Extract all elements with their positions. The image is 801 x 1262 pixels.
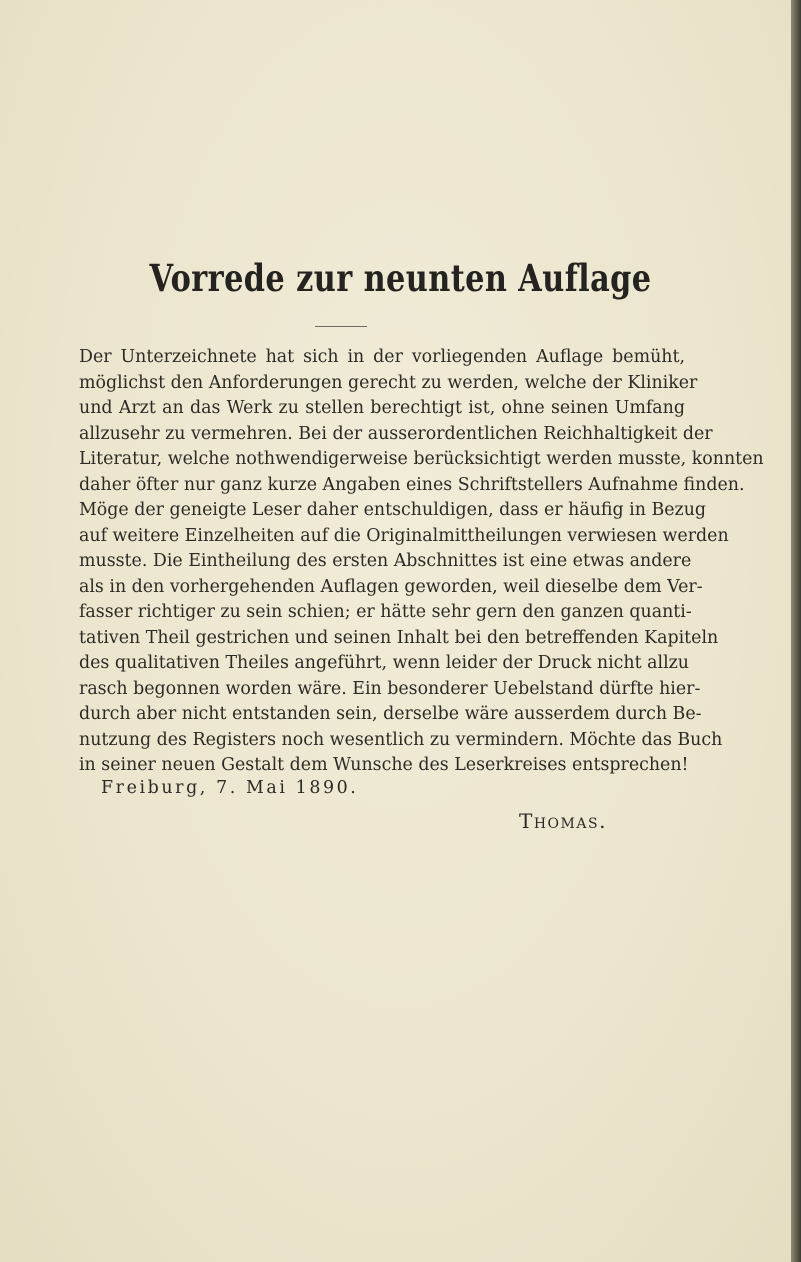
place-date-line: Freiburg, 7. Mai 1890. bbox=[101, 778, 359, 798]
text-line: auf weitere Einzelheiten auf die Originalmittheilungen verwiesen werden bbox=[79, 525, 729, 546]
text-line: tativen Theil gestrichen und seinen Inhalt bei den betreffenden Kapiteln bbox=[79, 627, 719, 648]
title-divider bbox=[315, 326, 367, 327]
text-line: des qualitativen Theiles angeführt, wenn leider der Druck nicht allzu bbox=[79, 653, 689, 673]
text-line: rasch begonnen worden wäre. Ein besonderer Uebelstand dürfte hier- bbox=[79, 678, 701, 699]
text-line: Möge der geneigte Leser daher entschuldigen, dass er häufig in Bezug bbox=[79, 500, 707, 520]
text-line: Literatur, welche nothwendigerweise berücksichtigt werden musste, konnten bbox=[79, 449, 764, 469]
text-line: nutzung des Registers noch wesentlich zu vermindern. Möchte das Buch bbox=[79, 729, 723, 750]
text-line: fasser richtiger zu sein schien; er hätte sehr gern den ganzen quanti- bbox=[79, 602, 692, 622]
text-line: als in den vorhergehenden Auflagen geworden, weil dieselbe dem Ver- bbox=[79, 576, 703, 597]
text-line: Der Unterzeichnete hat sich in der vorliegenden Auflage bemüht, bbox=[79, 347, 685, 367]
page-edge-shadow bbox=[791, 0, 801, 1262]
text-line: musste. Die Eintheilung des ersten Abschnittes ist eine etwas andere bbox=[79, 551, 692, 571]
page-title: Vorrede zur neunten Auflage bbox=[149, 256, 652, 300]
text-line: möglichst den Anforderungen gerecht zu werden, welche der Kliniker bbox=[79, 372, 698, 393]
text-line: daher öfter nur ganz kurze Angaben eines Schriftstellers Aufnahme finden. bbox=[79, 474, 745, 495]
text-line: allzusehr zu vermehren. Bei der ausserordentlichen Reichhaltigkeit der bbox=[79, 423, 713, 444]
text-line: in seiner neuen Gestalt dem Wunsche des Leserkreises entsprechen! bbox=[79, 755, 689, 775]
preface-paragraph bbox=[79, 345, 764, 779]
author-signature: Thomas. bbox=[519, 809, 607, 833]
text-line: und Arzt an das Werk zu stellen berechtigt ist, ohne seinen Umfang bbox=[79, 398, 685, 418]
text-line: durch aber nicht entstanden sein, derselbe wäre ausserdem durch Be- bbox=[79, 704, 702, 724]
